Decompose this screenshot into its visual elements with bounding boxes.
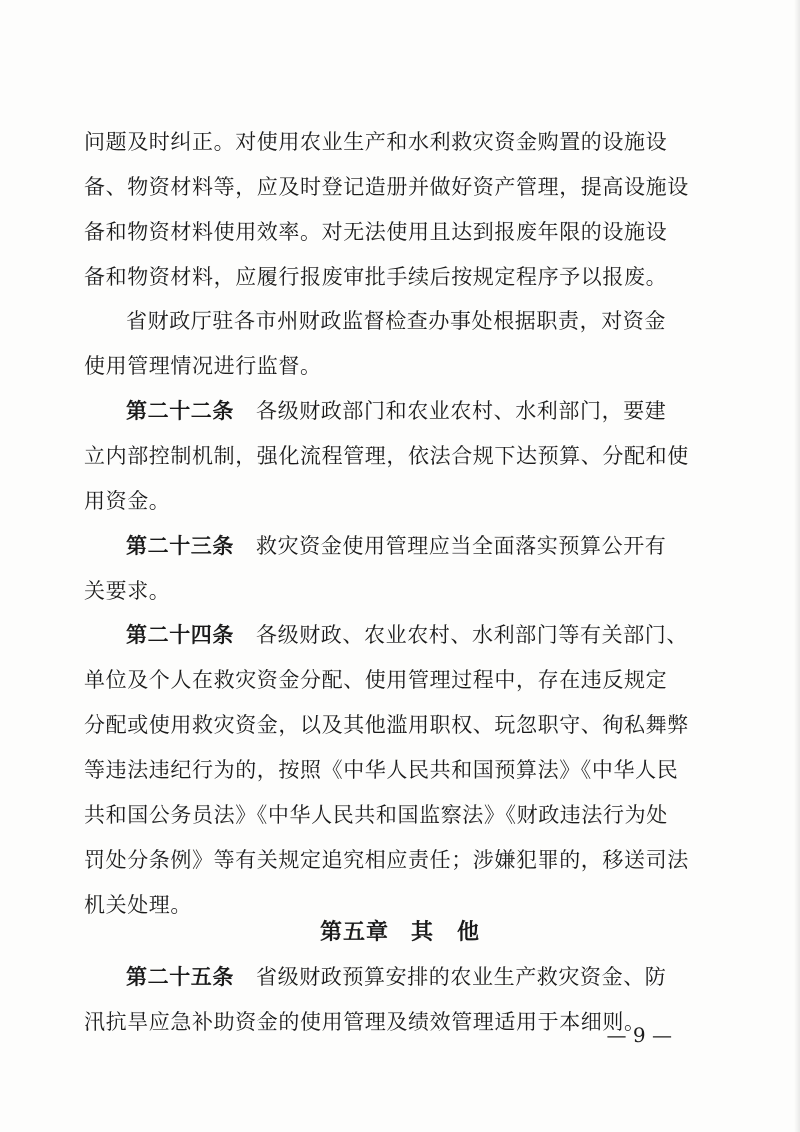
article-number: 第二十四条 xyxy=(126,622,234,647)
text-line: 用资金。 xyxy=(84,489,171,513)
text-line: 等违法违纪行为的，按照《中华人民共和国预算法》《中华人民 xyxy=(84,758,679,782)
article-text: 各级财政部门和农业农村、水利部门，要建 xyxy=(256,399,667,423)
text-line: 立内部控制机制，强化流程管理，依法合规下达预算、分配和使 xyxy=(84,444,689,468)
text-line: 备、物资材料等，应及时登记造册并做好资产管理，提高设施设 xyxy=(84,175,689,199)
text-line: 分配或使用救灾资金，以及其他滥用职权、玩忽职守、徇私舞弊 xyxy=(84,713,689,737)
article-23-first-line xyxy=(84,532,766,560)
article-text: 省级财政预算安排的农业生产救灾资金、防 xyxy=(256,965,667,989)
article-number: 第二十二条 xyxy=(126,398,234,423)
text-line: 备和物资材料，应履行报废审批手续后按规定程序予以报废。 xyxy=(84,265,668,289)
page-number: — 9 — xyxy=(606,1023,672,1047)
text-line: 省财政厅驻各市州财政监督检查办事处根据职责，对资金 xyxy=(126,309,666,333)
text-line: 机关处理。 xyxy=(84,893,192,917)
article-22-first-line xyxy=(84,397,766,425)
text-line: 罚处分条例》等有关规定追究相应责任；涉嫌犯罪的，移送司法 xyxy=(84,848,689,872)
text-line: 共和国公务员法》《中华人民共和国监察法》《财政违法行为处 xyxy=(84,803,668,827)
chapter-number: 第五章 xyxy=(319,919,389,945)
text-line: 关要求。 xyxy=(84,579,171,603)
text-line: 汛抗旱应急补助资金的使用管理及绩效管理适用于本细则。 xyxy=(84,1010,646,1034)
article-number: 第二十五条 xyxy=(126,964,234,989)
text-line: 备和物资材料使用效率。对无法使用且达到报废年限的设施设 xyxy=(84,220,668,244)
article-text: 救灾资金使用管理应当全面落实预算公开有 xyxy=(256,534,667,558)
text-line: 问题及时纠正。对使用农业生产和水利救灾资金购置的设施设 xyxy=(84,130,668,154)
text-line: 使用管理情况进行监督。 xyxy=(84,354,322,378)
article-text: 各级财政、农业农村、水利部门等有关部门、 xyxy=(256,623,688,647)
chapter-heading xyxy=(0,918,800,946)
article-24-first-line xyxy=(84,621,766,649)
article-25-first-line xyxy=(84,963,766,991)
chapter-title: 其 他 xyxy=(411,919,481,945)
text-line: 单位及个人在救灾资金分配、使用管理过程中，存在违反规定 xyxy=(84,668,668,692)
scan-edge-shadow xyxy=(794,0,800,1132)
article-number: 第二十三条 xyxy=(126,533,234,558)
